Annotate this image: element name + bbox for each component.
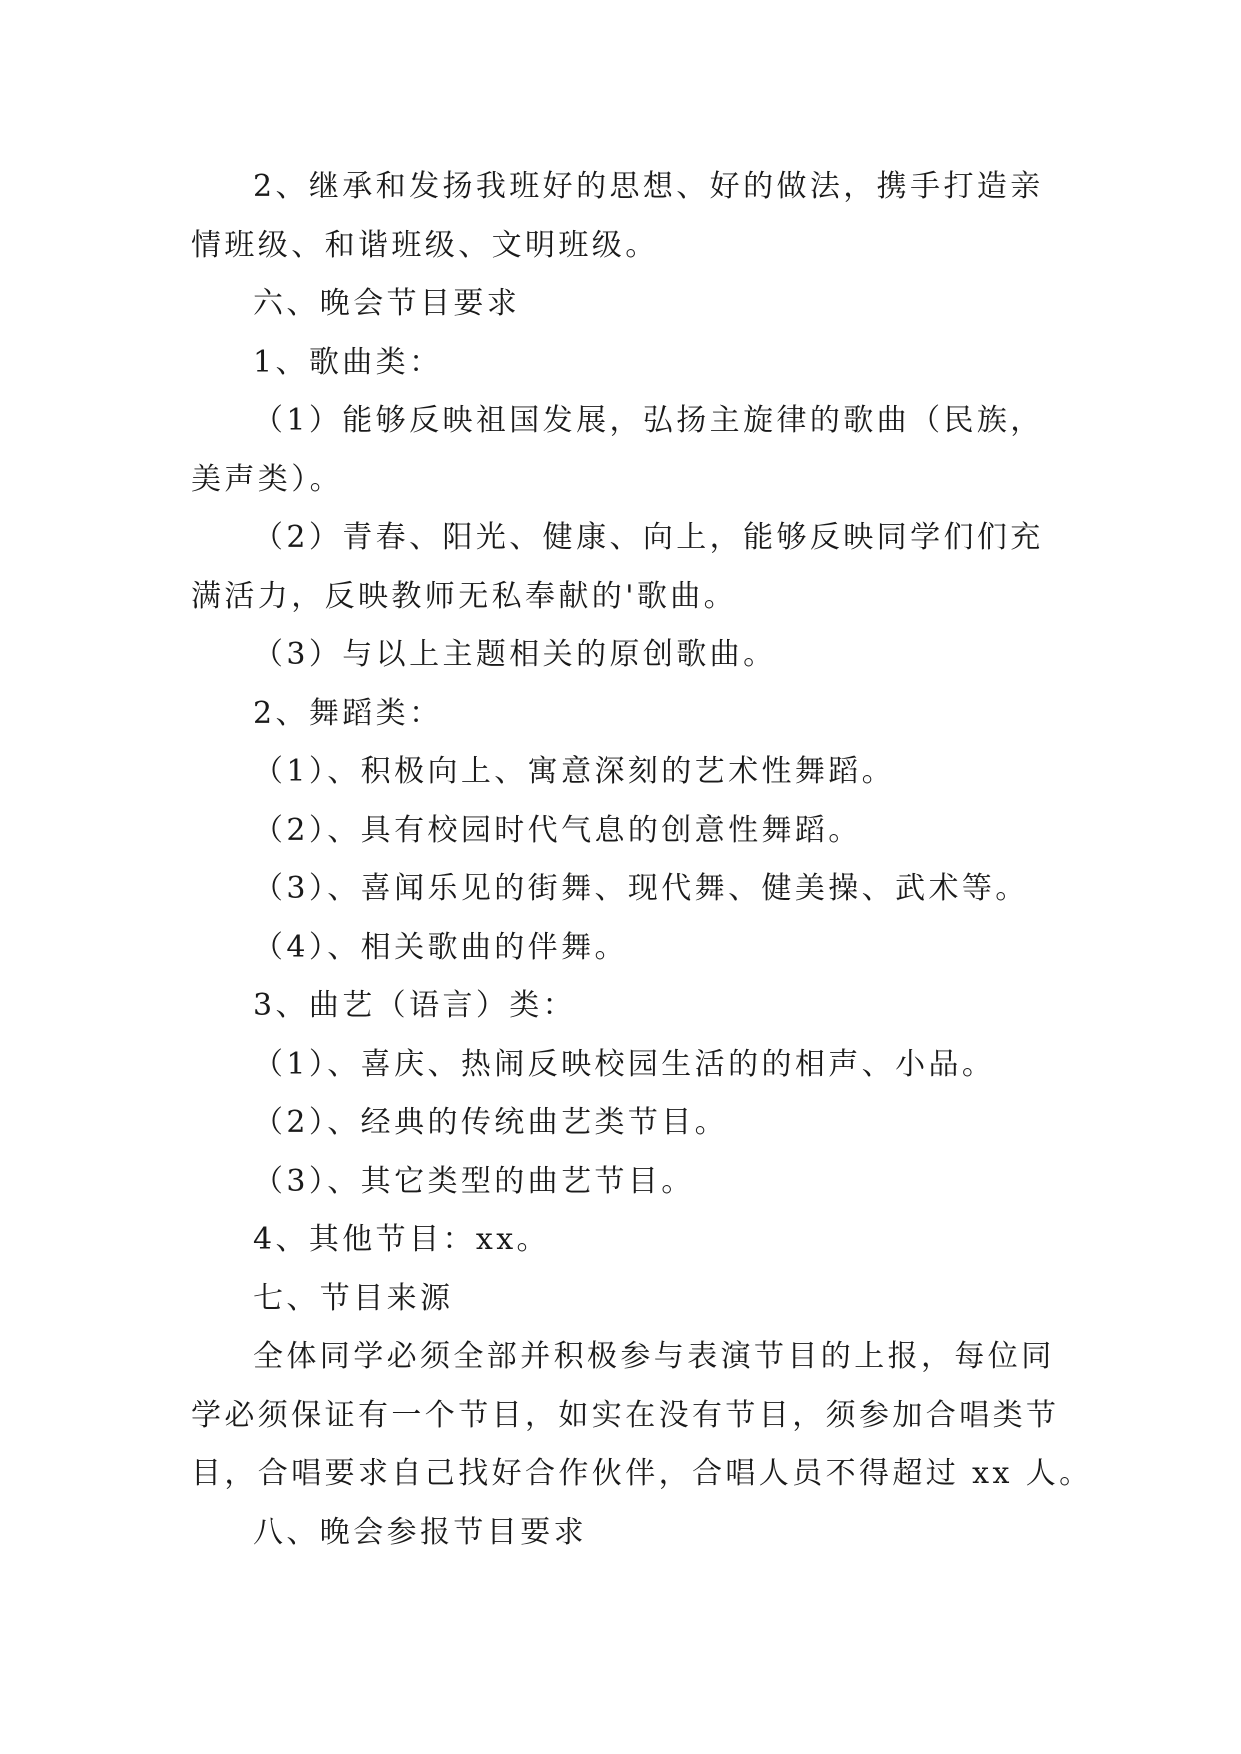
paragraph-line: 情班级、和谐班级、文明班级。 xyxy=(191,227,659,263)
paragraph-line: （2）青春、阳光、健康、向上，能够反映同学们们充 xyxy=(253,520,1044,555)
paragraph-line: 美声类）。 xyxy=(191,461,343,497)
paragraph-line: 满活力，反映教师无私奉献的'歌曲。 xyxy=(191,578,738,614)
paragraph-line: （1）能够反映祖国发展，弘扬主旋律的歌曲（民族， xyxy=(253,403,1044,438)
section-heading: 六、晚会节目要求 xyxy=(253,286,521,321)
list-item: （1）、喜庆、热闹反映校园生活的的相声、小品。 xyxy=(253,1046,996,1082)
list-item: （3）、其它类型的曲艺节目。 xyxy=(253,1163,695,1199)
subsection-heading: 1、歌曲类： xyxy=(253,344,443,380)
subsection-heading: 4、其他节目：xx。 xyxy=(253,1222,550,1257)
document-body xyxy=(191,158,1093,1562)
section-heading: 八、晚会参报节目要求 xyxy=(253,1514,587,1550)
section-heading: 七、节目来源 xyxy=(253,1280,454,1316)
list-item: （1）、积极向上、寓意深刻的艺术性舞蹈。 xyxy=(253,754,896,789)
paragraph-line: 目，合唱要求自己找好合作伙伴，合唱人员不得超过 xx 人。 xyxy=(191,1456,1093,1491)
list-item: （2）、经典的传统曲艺类节目。 xyxy=(253,1105,729,1140)
list-item: （2）、具有校园时代气息的创意性舞蹈。 xyxy=(253,812,862,848)
paragraph-line: 2、继承和发扬我班好的思想、好的做法，携手打造亲 xyxy=(253,169,1044,204)
list-item: （3）、喜闻乐见的街舞、现代舞、健美操、武术等。 xyxy=(253,871,1029,906)
subsection-heading: 2、舞蹈类： xyxy=(253,695,443,731)
list-item: （4）、相关歌曲的伴舞。 xyxy=(253,929,628,965)
subsection-heading: 3、曲艺（语言）类： xyxy=(253,988,577,1023)
paragraph-line: （3）与以上主题相关的原创歌曲。 xyxy=(253,637,777,672)
paragraph-line: 学必须保证有一个节目，如实在没有节目，须参加合唱类节 xyxy=(191,1397,1060,1433)
paragraph-line: 全体同学必须全部并积极参与表演节目的上报，每位同 xyxy=(253,1339,1055,1374)
